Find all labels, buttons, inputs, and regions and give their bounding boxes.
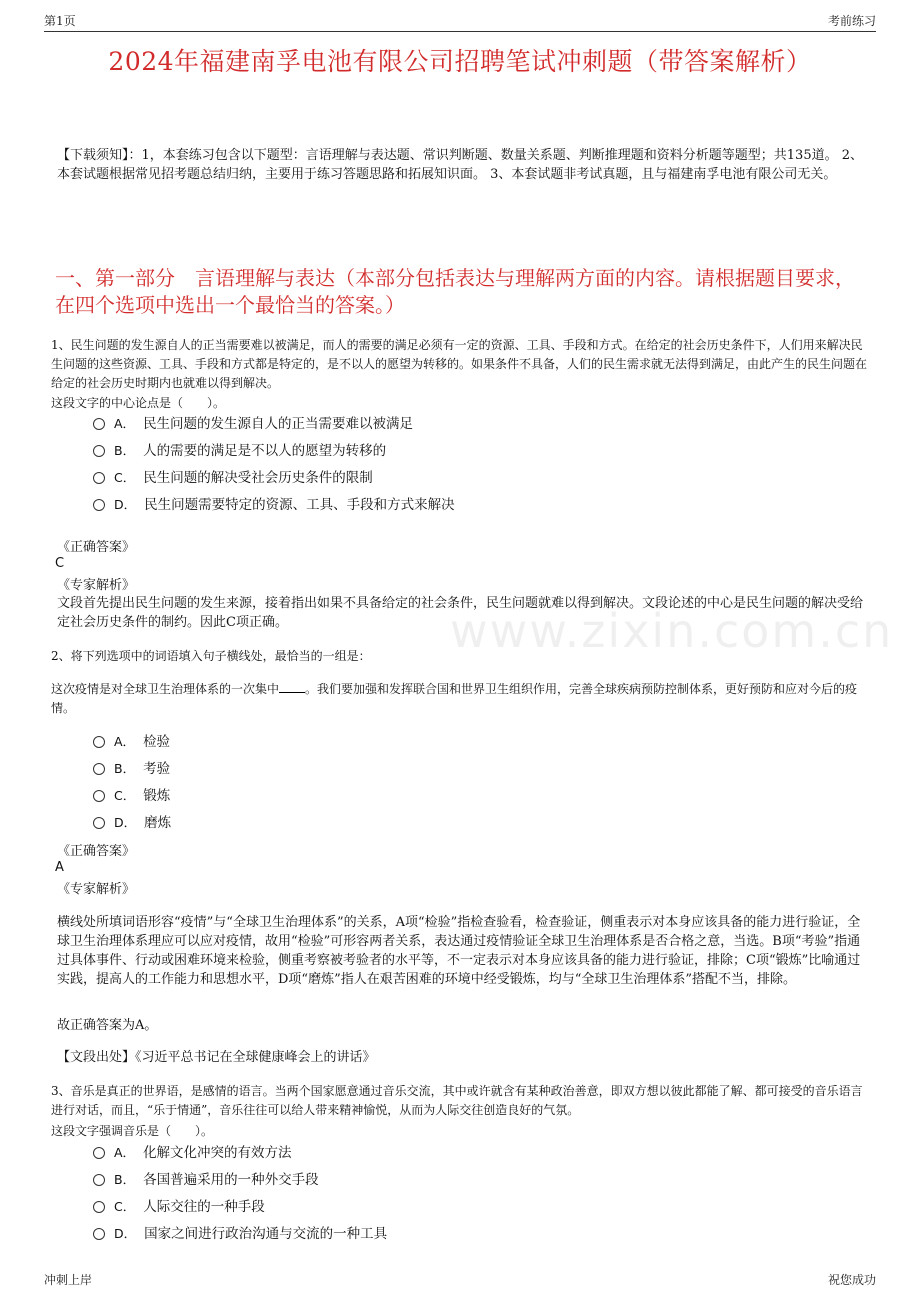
radio-icon[interactable] <box>93 817 105 829</box>
option-text: 民生问题的解决受社会历史条件的限制 <box>143 470 373 486</box>
radio-icon[interactable] <box>93 1201 105 1213</box>
option-letter: D． <box>114 1226 137 1241</box>
radio-icon[interactable] <box>93 1147 105 1159</box>
question-3-option-b[interactable] <box>93 1170 319 1190</box>
analysis-text: 横线处所填词语形容“疫情”与“全球卫生治理体系”的关系，A项“检验”指检查验看，检查验证，侧重表示对本身应该具备的能力进行验证，全球卫生治理体系理应可以应对疫情，故用“检验”可形容两者关系，表达通过疫情验证全球卫生治理体系是否合格之意，当选。B项“考验”指通过具体事件、行动或困难环境来检验，侧重考察被考验者的水平等，不一定表示对本身应该具备的能力进行验证，排除；C项“锻炼”比喻通过实践，提高人的工作能力和思想水平，D项“磨炼”指人在艰苦困难的环境中经受锻炼，均与“全球卫生治理体系”搭配不当，排除。 <box>57 915 861 987</box>
option-letter: C． <box>114 788 136 803</box>
fill-blank <box>279 692 305 693</box>
radio-icon[interactable] <box>93 418 105 430</box>
analysis-text: 文段首先提出民生问题的发生来源，接着指出如果不具备给定的社会条件，民生问题就难以得到解决。文段论述的中心是民生问题的解决受给定社会历史条件的制约。因此C项正确。 <box>57 596 864 630</box>
option-text: 民生问题的发生源自人的正当需要难以被满足 <box>143 416 414 432</box>
question-3-option-c[interactable] <box>93 1197 265 1217</box>
option-letter: D． <box>114 815 137 830</box>
radio-icon[interactable] <box>93 445 105 457</box>
option-letter: A． <box>114 416 136 431</box>
option-letter: C． <box>114 470 136 485</box>
radio-icon[interactable] <box>93 472 105 484</box>
question-3-prompt: 这段文字强调音乐是（ ）。 <box>51 1124 214 1138</box>
radio-icon[interactable] <box>93 763 105 775</box>
analysis-label: 《专家解析》 <box>57 578 136 593</box>
page-header <box>44 12 876 32</box>
option-letter: B． <box>114 443 136 458</box>
option-letter: C． <box>114 1199 136 1214</box>
option-letter: B． <box>114 761 136 776</box>
correct-answer: A <box>55 860 64 875</box>
question-2-option-d[interactable] <box>93 813 171 833</box>
option-letter: A． <box>114 1145 136 1160</box>
option-letter: A． <box>114 734 136 749</box>
download-notice: 【下载须知】：1，本套练习包含以下题型：言语理解与表达题、常识判断题、数量关系题、判断推理题和资料分析题等题型；共135道。 2、本套试题根据常见招考题总结归纳，主要用于练习答题思路和拓展知识面。 3、本套试题非考试真题，且与福建南孚电池有限公司无关。 <box>57 148 863 182</box>
radio-icon[interactable] <box>93 1228 105 1240</box>
option-text: 各国普遍采用的一种外交手段 <box>143 1172 319 1188</box>
watermark: www.zixin.com.cn <box>450 604 894 658</box>
question-2-option-c[interactable] <box>93 786 170 806</box>
radio-icon[interactable] <box>93 790 105 802</box>
question-3-option-a[interactable] <box>93 1143 292 1163</box>
correct-answer: C <box>55 556 65 571</box>
sentence-end: 。我们要加强和发挥联合国和世界卫生组织作用，完善全球疾病预防控制体系，更好预防和应对今后的疫情。 <box>51 682 858 715</box>
analysis-label: 《专家解析》 <box>57 882 136 897</box>
question-3-option-d[interactable] <box>93 1224 387 1244</box>
option-text: 锻炼 <box>143 788 171 804</box>
option-text: 考验 <box>143 761 171 777</box>
answer-label: 《正确答案》 <box>57 844 136 859</box>
option-text: 检验 <box>143 734 171 750</box>
question-3-text: 3、音乐是真正的世界语，是感情的语言。当两个国家愿意通过音乐交流，其中或许就含有某种政治善意，即双方想以彼此都能了解、都可接受的音乐语言进行对话，而且，“乐于情通”，音乐往往可以给人带来精神愉悦，从而为人际交往创造良好的气氛。 <box>51 1084 863 1117</box>
answer-conclusion: 故正确答案为A。 <box>57 1018 158 1033</box>
radio-icon[interactable] <box>93 736 105 748</box>
section-heading: 一、第一部分 言语理解与表达（本部分包括表达与理解两方面的内容。请根据题目要求，在四个选项中选出一个最恰当的答案。） <box>55 266 855 317</box>
question-1-option-a[interactable] <box>93 414 413 434</box>
option-text: 民生问题需要特定的资源、工具、手段和方式来解决 <box>144 497 455 513</box>
option-text: 磨炼 <box>144 815 172 831</box>
radio-icon[interactable] <box>93 499 105 511</box>
question-2-text: 2、将下列选项中的词语填入句子横线处，最恰当的一组是： <box>51 649 371 663</box>
question-2-option-b[interactable] <box>93 759 170 779</box>
option-text: 化解文化冲突的有效方法 <box>143 1145 292 1161</box>
question-1-option-c[interactable] <box>93 468 373 488</box>
question-2-option-a[interactable] <box>93 732 170 752</box>
passage-source: 【文段出处】《习近平总书记在全球健康峰会上的讲话》 <box>57 1050 376 1065</box>
question-1-option-b[interactable] <box>93 441 386 461</box>
sentence-start: 这次疫情是对全球卫生治理体系的一次集中 <box>51 682 280 696</box>
option-text: 国家之间进行政治沟通与交流的一种工具 <box>144 1226 388 1242</box>
answer-label: 《正确答案》 <box>57 540 136 555</box>
page-number: 第1页 <box>44 14 76 28</box>
question-1-text: 1、民生问题的发生源自人的正当需要难以被满足，而人的需要的满足必须有一定的资源、工具、手段和方式。在给定的社会历史条件下，人们用来解决民生问题的这些资源、工具、手段和方式都是特定的，是不以人的愿望为转移的。如果条件不具备，人们的民生需求就无法得到满足，由此产生的民生问题在给定的社会历史时期内也就难以得到解决。 <box>51 338 868 390</box>
header-tag: 考前练习 <box>827 14 876 28</box>
footer-left: 冲刺上岸 <box>44 1273 93 1287</box>
question-1-option-d[interactable] <box>93 495 455 515</box>
header-divider <box>44 31 876 32</box>
page-footer <box>44 1271 876 1288</box>
question-1-prompt: 这段文字的中心论点是（ ）。 <box>51 396 226 410</box>
question-2-sentence <box>51 680 871 718</box>
option-text: 人际交往的一种手段 <box>143 1199 265 1215</box>
page-title: 2024年福建南孚电池有限公司招聘笔试冲刺题（带答案解析） <box>108 47 812 76</box>
option-text: 人的需要的满足是不以人的愿望为转移的 <box>143 443 387 459</box>
option-letter: B． <box>114 1172 136 1187</box>
radio-icon[interactable] <box>93 1174 105 1186</box>
option-letter: D． <box>114 497 137 512</box>
footer-right: 祝您成功 <box>827 1273 876 1287</box>
